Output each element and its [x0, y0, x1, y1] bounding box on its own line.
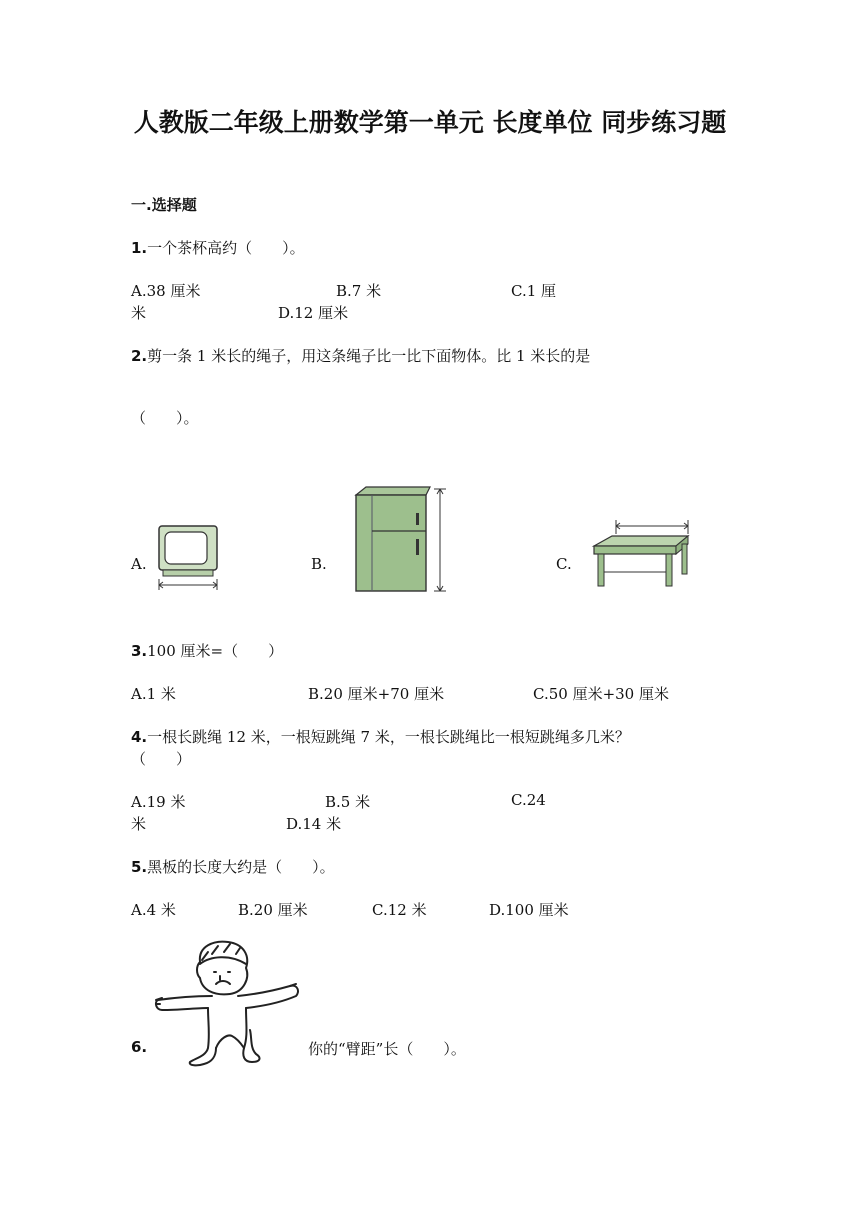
q1-option-d: D.12 厘米 [278, 304, 349, 322]
q5-option-c: C.12 米 [372, 901, 427, 919]
q3-option-c: C.50 厘米+30 厘米 [533, 685, 669, 703]
q5-option-b: B.20 厘米 [238, 901, 308, 919]
question-6-text: 你的“臂距”长（ ）。 [308, 1040, 466, 1058]
q1-option-c-wrap: 米 [131, 304, 147, 322]
question-text: 剪一条 1 米长的绳子，用这条绳子比一比下面物体。比 1 米长的是 [147, 347, 591, 365]
question-text: 一个茶杯高约（ ）。 [147, 239, 305, 257]
question-3 [131, 640, 283, 661]
q2-option-b: B. [311, 555, 327, 573]
q4-option-c: C.24 [511, 791, 546, 809]
child-arms-spread-icon [150, 938, 306, 1070]
question-4 [131, 726, 630, 747]
section-heading: 一.选择题 [131, 196, 197, 214]
q1-option-c: C.1 厘 [511, 282, 557, 300]
question-number: 1. [131, 239, 148, 257]
question-1 [131, 237, 305, 258]
question-number: 2. [131, 347, 148, 365]
table-icon [590, 516, 694, 590]
page-title: 人教版二年级上册数学第一单元 长度单位 同步练习题 [133, 108, 727, 137]
question-6-number: 6. [131, 1038, 148, 1056]
question-text: 黑板的长度大约是（ ）。 [147, 858, 335, 876]
q2-blank: （ ）。 [131, 409, 199, 427]
q4-option-b: B.5 米 [325, 793, 371, 811]
question-number: 5. [131, 858, 148, 876]
q5-option-a: A.4 米 [131, 901, 176, 919]
television-icon [155, 522, 221, 592]
q1-option-b: B.7 米 [336, 282, 382, 300]
question-number: 3. [131, 642, 148, 660]
q2-option-c: C. [556, 555, 572, 573]
q4-option-d: D.14 米 [286, 815, 342, 833]
q1-option-a: A.38 厘米 [131, 282, 201, 300]
refrigerator-icon [352, 485, 448, 595]
question-text: 100 厘米=（ ） [147, 642, 284, 660]
q4-blank: （ ） [131, 750, 192, 768]
question-5 [131, 856, 335, 877]
q4-option-a: A.19 米 [131, 793, 186, 811]
q3-option-a: A.1 米 [131, 685, 176, 703]
q2-option-a: A. [131, 555, 147, 573]
q5-option-d: D.100 厘米 [489, 901, 569, 919]
q4-option-c-wrap: 米 [131, 815, 147, 833]
question-number: 4. [131, 728, 148, 746]
q3-option-b: B.20 厘米+70 厘米 [308, 685, 445, 703]
question-text: 一根长跳绳 12 米，一根短跳绳 7 米，一根长跳绳比一根短跳绳多几米？ [147, 728, 630, 746]
question-2 [131, 345, 590, 366]
